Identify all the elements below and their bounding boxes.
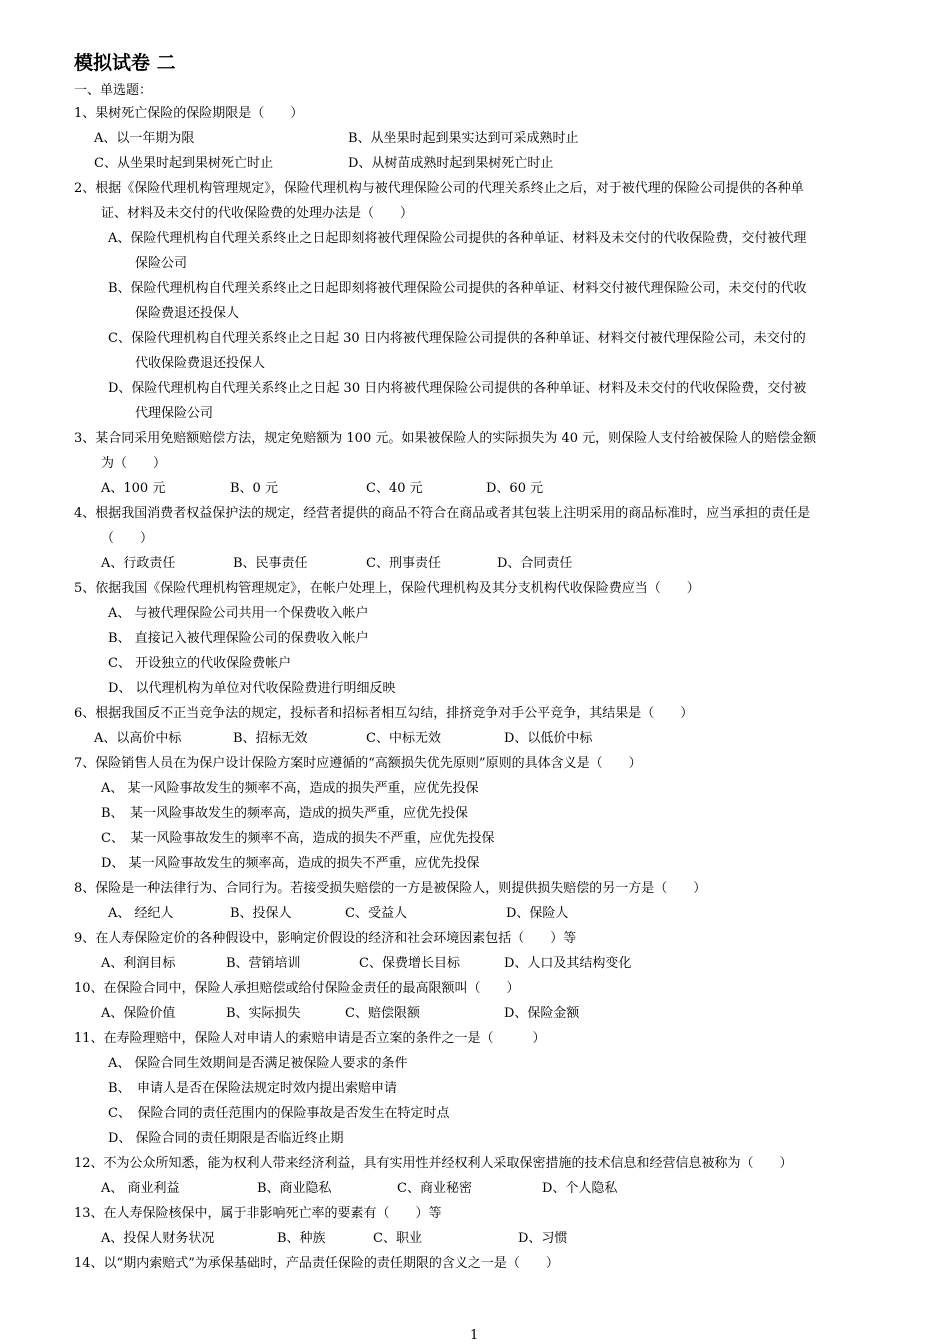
text-line: 代理保险公司 xyxy=(135,406,214,421)
text-line: 1、果树死亡保险的保险期限是（ ） xyxy=(74,106,304,121)
text-line: 6、根据我国反不正当竞争法的规定，投标者和招标者相互勾结，排挤竞争对手公平竞争，其结果是（ ） xyxy=(74,706,694,721)
text-line: D、习惯 xyxy=(518,1231,568,1246)
text-line: A、投保人财务状况 xyxy=(101,1231,215,1246)
text-line: C、刑事责任 xyxy=(366,556,441,571)
text-line: B、商业隐私 xyxy=(257,1181,332,1196)
text-line: 8、保险是一种法律行为、合同行为。若接受损失赔偿的一方是被保险人，则提供损失赔偿的另一方是（ ） xyxy=(74,881,707,896)
text-line: 保险公司 xyxy=(135,256,188,271)
text-line: 7、保险销售人员在为保户设计保险方案时应遵循的“高额损失优先原则”原则的具体含义是（ ） xyxy=(74,756,642,771)
text-line: C、从坐果时起到果树死亡时止 xyxy=(94,156,273,171)
document-title: 模拟试卷 二 xyxy=(74,52,176,74)
text-line: D、60 元 xyxy=(486,481,544,496)
text-line: （ ） xyxy=(101,531,154,546)
text-line: 为（ ） xyxy=(101,456,167,471)
text-line: B、种族 xyxy=(277,1231,326,1246)
text-line: 证、材料及未交付的代收保险费的处理办法是（ ） xyxy=(101,206,414,221)
text-line: D、以低价中标 xyxy=(504,731,593,746)
text-line: C、受益人 xyxy=(345,906,407,921)
text-line: A、 某一风险事故发生的频率不高，造成的损失严重，应优先投保 xyxy=(101,781,479,796)
text-line: B、 某一风险事故发生的频率高，造成的损失严重，应优先投保 xyxy=(101,806,469,821)
text-line: B、招标无效 xyxy=(233,731,308,746)
text-line: A、 经纪人 xyxy=(108,906,174,921)
text-line: A、以一年期为限 xyxy=(94,131,195,146)
text-line: 4、根据我国消费者权益保护法的规定，经营者提供的商品不符合在商品或者其包装上注明采用的商品标准时，应当承担的责任是 xyxy=(74,506,811,521)
text-line: B、民事责任 xyxy=(233,556,308,571)
text-line: D、 保险合同的责任期限是否临近终止期 xyxy=(108,1131,344,1146)
text-line: D、人口及其结构变化 xyxy=(504,956,632,971)
text-line: 14、以“期内索赔式”为承保基础时，产品责任保险的责任期限的含义之一是（ ） xyxy=(74,1256,559,1271)
text-line: C、 保险合同的责任范围内的保险事故是否发生在特定时点 xyxy=(108,1106,450,1121)
text-line: A、利润目标 xyxy=(101,956,176,971)
text-line: B、投保人 xyxy=(230,906,292,921)
text-line: 10、在保险合同中，保险人承担赔偿或给付保险金责任的最高限额叫（ ） xyxy=(74,981,520,996)
text-line: B、0 元 xyxy=(230,481,278,496)
text-line: B、实际损失 xyxy=(226,1006,301,1021)
text-line: C、职业 xyxy=(373,1231,422,1246)
text-line: 代收保险费退还投保人 xyxy=(135,356,266,371)
text-line: D、 某一风险事故发生的频率高，造成的损失不严重，应优先投保 xyxy=(101,856,480,871)
text-line: B、 申请人是否在保险法规定时效内提出索赔申请 xyxy=(108,1081,398,1096)
text-line: B、从坐果时起到果实达到可采成熟时止 xyxy=(348,131,579,146)
text-line: 13、在人寿保险核保中，属于非影响死亡率的要素有（ ）等 xyxy=(74,1206,442,1221)
text-line: A、保险价值 xyxy=(101,1006,176,1021)
text-line: C、保费增长目标 xyxy=(359,956,460,971)
text-line: C、赔偿限额 xyxy=(345,1006,420,1021)
text-line: 9、在人寿保险定价的各种假设中，影响定价假设的经济和社会环境因素包括（ ）等 xyxy=(74,931,577,946)
text-line: D、从树苗成熟时起到果树死亡时止 xyxy=(348,156,554,171)
text-line: D、个人隐私 xyxy=(542,1181,618,1196)
page-number: 1 xyxy=(470,1328,479,1343)
text-line: 5、依据我国《保险代理机构管理规定》，在帐户处理上，保险代理机构及其分支机构代收保险费应当（ ） xyxy=(74,581,700,596)
text-line: 2、根据《保险代理机构管理规定》，保险代理机构与被代理保险公司的代理关系终止之后，对于被代理的保险公司提供的各种单 xyxy=(74,181,804,196)
text-line: B、营销培训 xyxy=(226,956,301,971)
text-line: A、100 元 xyxy=(101,481,166,496)
text-line: C、中标无效 xyxy=(366,731,441,746)
section-heading: 一、单选题： xyxy=(74,83,153,98)
text-line: A、 与被代理保险公司共用一个保费收入帐户 xyxy=(108,606,369,621)
text-line: 保险费退还投保人 xyxy=(135,306,240,321)
text-line: B、 直接记入被代理保险公司的保费收入帐户 xyxy=(108,631,369,646)
text-line: C、 某一风险事故发生的频率不高，造成的损失不严重，应优先投保 xyxy=(101,831,495,846)
text-line: A、 保险合同生效期间是否满足被保险人要求的条件 xyxy=(108,1056,408,1071)
text-line: D、合同责任 xyxy=(497,556,573,571)
text-line: 11、在寿险理赔中，保险人对申请人的索赔申请是否立案的条件之一是（ ） xyxy=(74,1031,546,1046)
text-line: B、保险代理机构自代理关系终止之日起即刻将被代理保险公司提供的各种单证、材料交付被代理保险公司，未交付的代收 xyxy=(108,281,807,296)
text-line: C、商业秘密 xyxy=(397,1181,472,1196)
text-line: C、40 元 xyxy=(366,481,423,496)
text-line: D、保险金额 xyxy=(504,1006,580,1021)
text-line: C、 开设独立的代收保险费帐户 xyxy=(108,656,292,671)
text-line: D、保险代理机构自代理关系终止之日起 30 日内将被代理保险公司提供的各种单证、材料及未交付的代收保险费，交付被 xyxy=(108,381,807,396)
text-line: C、保险代理机构自代理关系终止之日起 30 日内将被代理保险公司提供的各种单证、材料交付被代理保险公司，未交付的 xyxy=(108,331,806,346)
text-line: A、以高价中标 xyxy=(94,731,182,746)
text-line: D、 以代理机构为单位对代收保险费进行明细反映 xyxy=(108,681,396,696)
text-line: 3、某合同采用免赔额赔偿方法，规定免赔额为 100 元。如果被保险人的实际损失为 40 元，则保险人支付给被保险人的赔偿金额 xyxy=(74,431,817,446)
text-line: A、行政责任 xyxy=(101,556,176,571)
text-line: 12、不为公众所知悉，能为权利人带来经济利益，具有实用性并经权利人采取保密措施的技术信息和经营信息被称为（ ） xyxy=(74,1156,793,1171)
text-line: A、 商业利益 xyxy=(101,1181,180,1196)
text-line: A、保险代理机构自代理关系终止之日起即刻将被代理保险公司提供的各种单证、材料及未交付的代收保险费，交付被代理 xyxy=(108,231,807,246)
text-line: D、保险人 xyxy=(506,906,569,921)
